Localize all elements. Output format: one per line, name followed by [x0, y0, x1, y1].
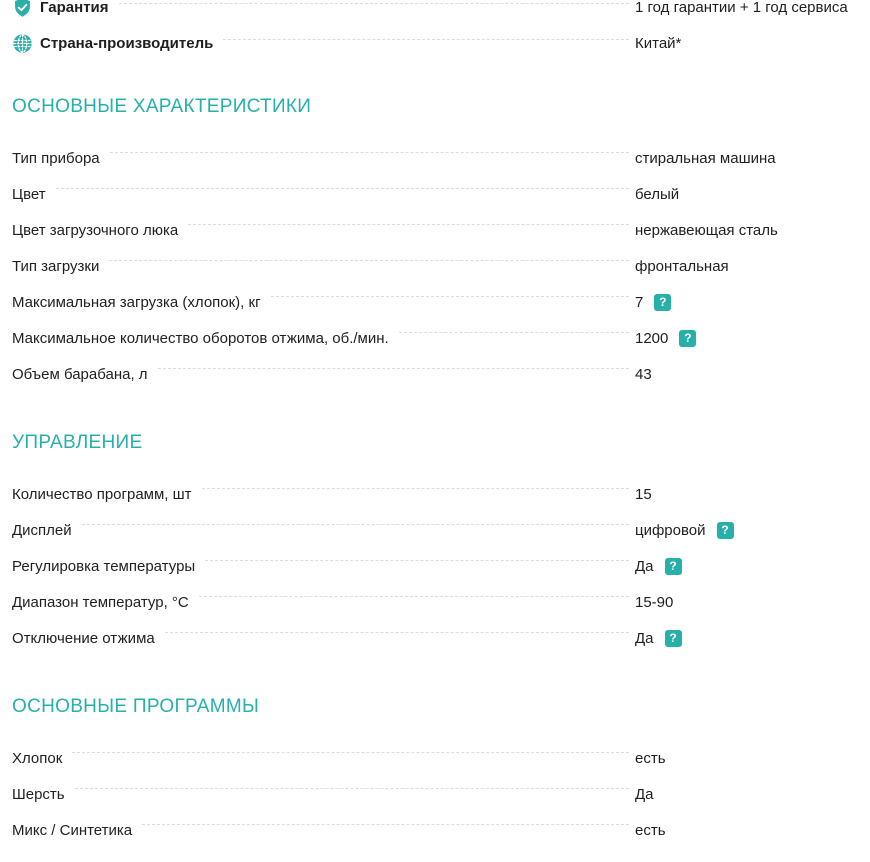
- spec-value-cell: [633, 486, 652, 503]
- spec-row: [12, 140, 860, 176]
- spec-row: [12, 25, 860, 61]
- dotted-leader: [110, 152, 629, 153]
- spec-label: Цвет: [12, 185, 46, 203]
- spec-label: Максимальная загрузка (хлопок), кг: [12, 293, 261, 311]
- spec-value: 1 год гарантии + 1 год сервиса: [635, 0, 848, 16]
- spec-row: [12, 776, 860, 812]
- spec-value-cell: [633, 330, 696, 347]
- spec-row: [12, 812, 860, 848]
- help-icon[interactable]: ?: [665, 558, 682, 575]
- spec-value: есть: [635, 749, 666, 767]
- spec-row: [12, 620, 860, 656]
- spec-label: Дисплей: [12, 521, 72, 539]
- help-icon[interactable]: ?: [679, 330, 696, 347]
- spec-value-cell: [633, 294, 671, 311]
- key-specs-list: [12, 0, 860, 61]
- spec-row-left: [12, 294, 633, 311]
- dotted-leader: [399, 332, 629, 333]
- spec-value: Да: [635, 785, 654, 803]
- spec-row-left: [12, 486, 633, 503]
- dotted-leader: [188, 224, 629, 225]
- spec-row: [12, 356, 860, 392]
- spec-label: Максимальное количество оборотов отжима, об./мин.: [12, 329, 389, 347]
- spec-value: есть: [635, 821, 666, 839]
- spec-value: нержавеющая сталь: [635, 221, 778, 239]
- spec-value: стиральная машина: [635, 149, 776, 167]
- dotted-leader: [109, 260, 629, 261]
- spec-value: 15: [635, 485, 652, 503]
- spec-row: [12, 740, 860, 776]
- dotted-leader: [119, 3, 629, 4]
- shield-check-icon: [12, 0, 33, 18]
- spec-value-cell: [633, 35, 681, 52]
- spec-row-left: [12, 366, 633, 383]
- spec-row-left: [12, 0, 633, 18]
- spec-row: [12, 248, 860, 284]
- spec-row: [12, 476, 860, 512]
- spec-value: Да: [635, 557, 654, 575]
- spec-row: [12, 176, 860, 212]
- globe-icon: [12, 33, 33, 54]
- spec-value: 43: [635, 365, 652, 383]
- spec-label: Объем барабана, л: [12, 365, 148, 383]
- dotted-leader: [82, 524, 629, 525]
- spec-value: 15-90: [635, 593, 674, 611]
- spec-value-cell: [633, 258, 729, 275]
- spec-row: [12, 548, 860, 584]
- spec-row: [12, 512, 860, 548]
- spec-value-cell: [633, 366, 652, 383]
- spec-value: Китай*: [635, 34, 682, 52]
- spec-value-cell: [633, 522, 734, 539]
- spec-label: Гарантия: [40, 0, 109, 16]
- spec-value-cell: [633, 186, 679, 203]
- spec-row: [12, 320, 860, 356]
- dotted-leader: [205, 560, 629, 561]
- spec-value: 1200: [635, 329, 669, 347]
- spec-section: [12, 696, 860, 848]
- spec-label: Тип прибора: [12, 149, 100, 167]
- section-rows: [12, 476, 860, 656]
- spec-value-cell: [633, 150, 776, 167]
- spec-value-cell: [633, 750, 666, 767]
- help-icon[interactable]: ?: [665, 630, 682, 647]
- dotted-leader: [72, 752, 629, 753]
- spec-row-left: [12, 33, 633, 54]
- dotted-leader: [271, 296, 629, 297]
- spec-row-left: [12, 558, 633, 575]
- spec-label: Количество программ, шт: [12, 485, 192, 503]
- spec-value: Да: [635, 629, 654, 647]
- section-rows: [12, 140, 860, 392]
- dotted-leader: [56, 188, 629, 189]
- spec-section: [12, 432, 860, 656]
- dotted-leader: [223, 39, 629, 40]
- spec-value-cell: [633, 822, 666, 839]
- help-icon[interactable]: ?: [717, 522, 734, 539]
- spec-label: Цвет загрузочного люка: [12, 221, 179, 239]
- help-icon[interactable]: ?: [654, 294, 671, 311]
- spec-row: [12, 584, 860, 620]
- spec-row-left: [12, 750, 633, 767]
- spec-row-left: [12, 186, 633, 203]
- dotted-leader: [158, 368, 629, 369]
- spec-value-cell: [633, 0, 848, 16]
- spec-value: фронтальная: [635, 257, 729, 275]
- dotted-leader: [165, 632, 629, 633]
- spec-row-left: [12, 222, 633, 239]
- spec-row-left: [12, 786, 633, 803]
- spec-row-left: [12, 330, 633, 347]
- section-title: ОСНОВНЫЕ ПРОГРАММЫ: [12, 696, 260, 717]
- dotted-leader: [75, 788, 629, 789]
- spec-value-cell: [633, 594, 673, 611]
- spec-label: Регулировка температуры: [12, 557, 196, 575]
- spec-value: цифровой: [635, 521, 706, 539]
- spec-sections: [12, 96, 860, 848]
- spec-row: [12, 284, 860, 320]
- spec-row-left: [12, 594, 633, 611]
- spec-label: Хлопок: [12, 749, 63, 767]
- spec-row-left: [12, 522, 633, 539]
- spec-label: Страна-производитель: [40, 34, 214, 52]
- dotted-leader: [202, 488, 629, 489]
- spec-label: Диапазон температур, °С: [12, 593, 189, 611]
- spec-row-left: [12, 258, 633, 275]
- spec-label: Шерсть: [12, 785, 65, 803]
- spec-value: белый: [635, 185, 680, 203]
- dotted-leader: [199, 596, 629, 597]
- spec-value-cell: [633, 786, 654, 803]
- spec-row-left: [12, 150, 633, 167]
- spec-value-cell: [633, 222, 778, 239]
- spec-label: Тип загрузки: [12, 257, 100, 275]
- spec-value-cell: [633, 558, 682, 575]
- section-title: УПРАВЛЕНИЕ: [12, 432, 143, 453]
- spec-value: 7: [635, 293, 644, 311]
- spec-row-left: [12, 630, 633, 647]
- spec-label: Микс / Синтетика: [12, 821, 133, 839]
- dotted-leader: [142, 824, 629, 825]
- spec-row-left: [12, 822, 633, 839]
- spec-row: [12, 0, 860, 25]
- spec-section: [12, 96, 860, 392]
- spec-row: [12, 212, 860, 248]
- section-rows: [12, 740, 860, 848]
- section-title: ОСНОВНЫЕ ХАРАКТЕРИСТИКИ: [12, 96, 312, 117]
- spec-value-cell: [633, 630, 682, 647]
- spec-label: Отключение отжима: [12, 629, 155, 647]
